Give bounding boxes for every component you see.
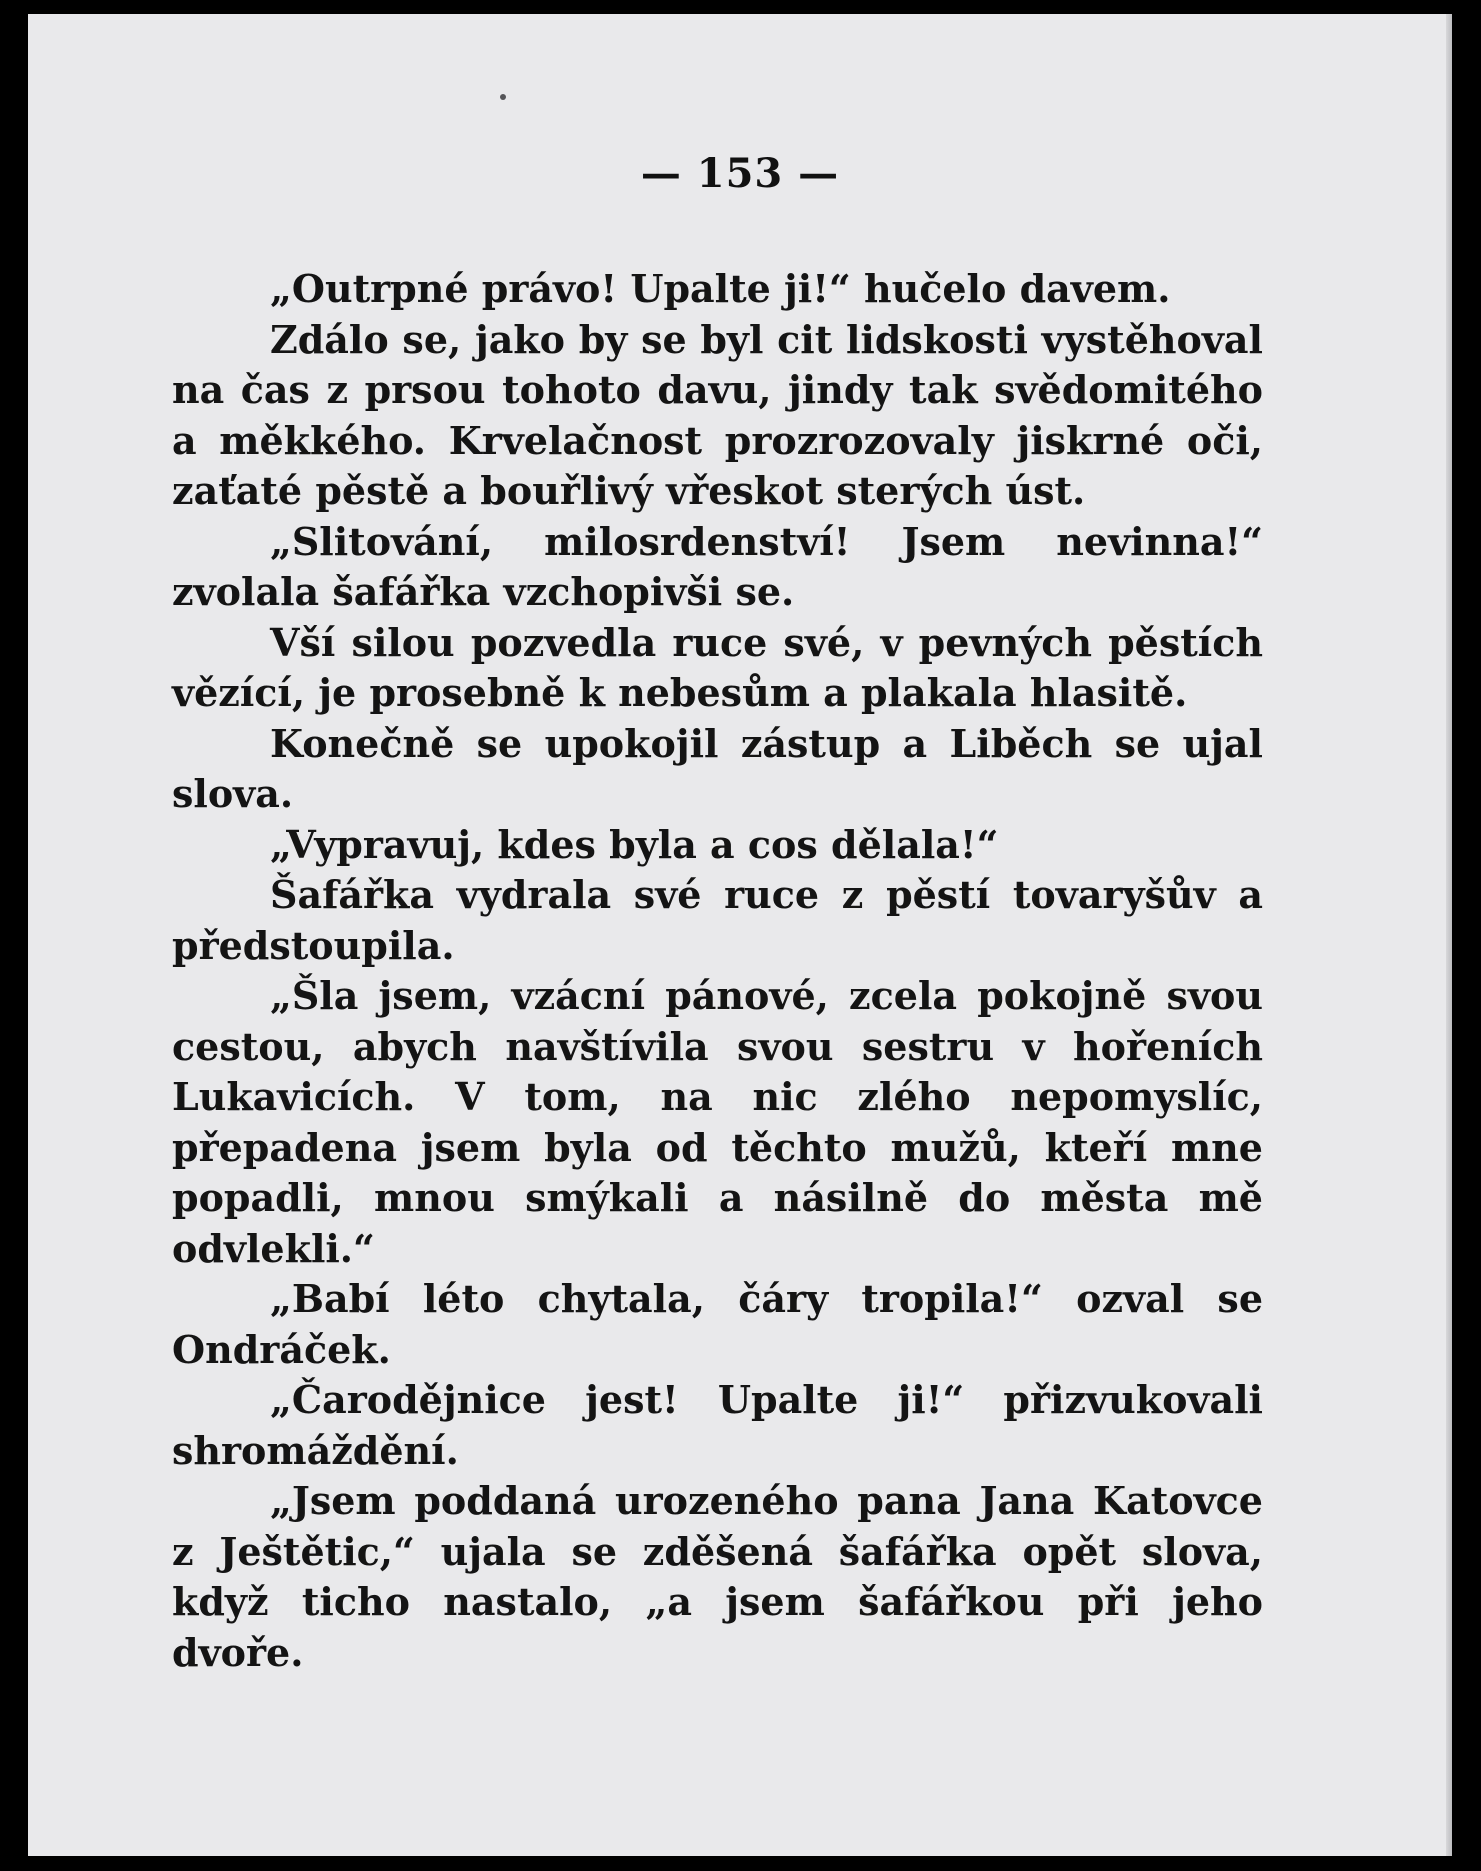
paragraph: Šafářka vydrala své ruce z pěstí tovaryšův a předstoupila. — [172, 872, 1263, 968]
paragraph: „Babí léto chytala, čáry tropila!“ ozval se Ondráček. — [172, 1276, 1263, 1372]
paragraph: „Šla jsem, vzácní pánové, zcela pokojně svou cestou, abych navštívila svou sestru v hořeních Lukavicích. V tom, na nic zlého nepomyslíc, přepadena jsem byla od těchto mužů, kteří mne popadli, mnou smýkali a násilně do města mě odvlekli.“ — [172, 973, 1263, 1271]
page-edge — [1446, 14, 1452, 1856]
paragraph: Konečně se upokojil zástup a Liběch se ujal slova. — [172, 720, 1263, 816]
page-number: — 153 — — [640, 150, 840, 197]
book-page — [28, 14, 1452, 1856]
paragraph: „Čarodějnice jest! Upalte ji!“ přizvukovali shromáždění. — [172, 1377, 1263, 1473]
body-text — [172, 264, 1263, 1678]
paragraph: Vší silou pozvedla ruce své, v pevných pěstích vězící, je prosebně k nebesům a plakala hlasitě. — [172, 619, 1263, 715]
paragraph: „Outrpné právo! Upalte ji!“ hučelo davem. — [270, 266, 1171, 311]
paragraph: „Slitování, milosrdenství! Jsem nevinna!“ zvolala šafářka vzchopivši se. — [172, 518, 1263, 614]
ink-speck — [500, 94, 506, 100]
paragraph: „Jsem poddaná urozeného pana Jana Katovce z Ještětic,“ ujala se zděšená šafářka opět slova, když ticho nastalo, „a jsem šafářkou při jeho dvoře. — [172, 1478, 1263, 1675]
paragraph: „Vypravuj, kdes byla a cos dělala!“ — [270, 821, 999, 867]
paragraph: Zdálo se, jako by se byl cit lidskosti vystěhoval na čas z prsou tohoto davu, jindy tak svědomitého a měkkého. Krvelačnost prozrozovaly jiskrné oči, zaťaté pěstě a bouřlivý vřeskot sterých úst. — [172, 316, 1263, 513]
